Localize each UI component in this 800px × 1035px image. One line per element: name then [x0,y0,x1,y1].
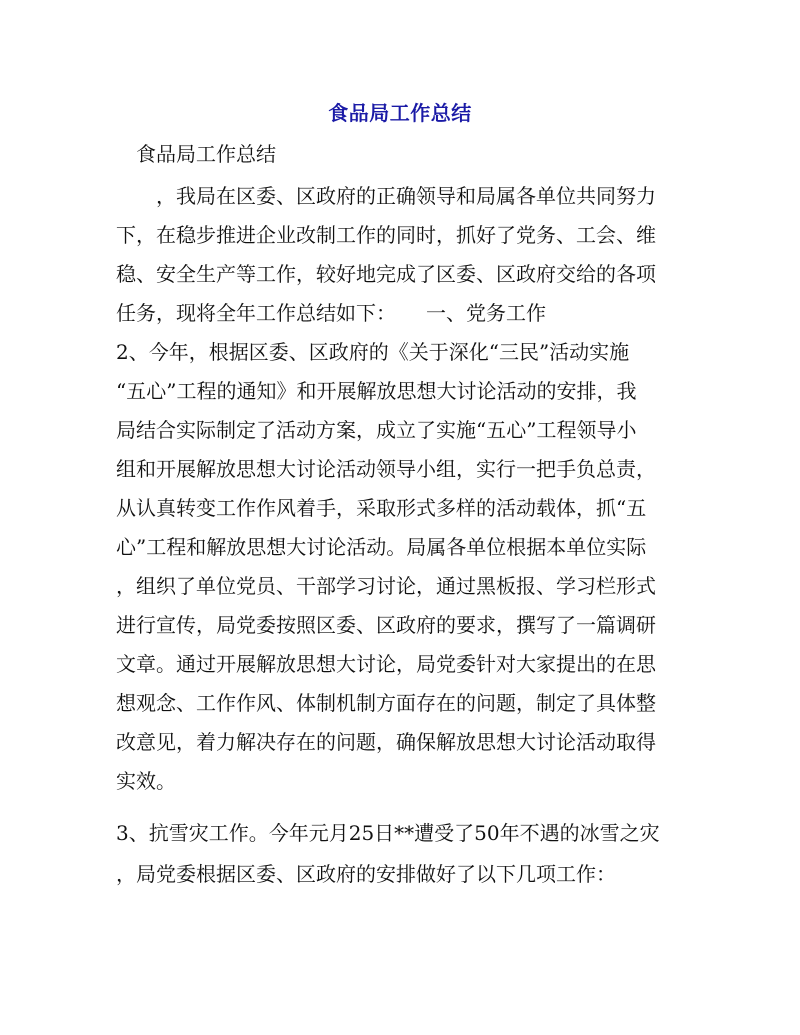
document-title: 食品局工作总结 [328,101,472,125]
text-line: 食品局工作总结 [116,142,276,166]
text-line: ，我局在区委、区政府的正确领导和局属各单位共同努力 [116,184,656,208]
text-line: ，局党委根据区委、区政府的安排做好了以下几项工作： [116,862,616,886]
text-line: 3、抗雪灾工作。今年元月25日**遭受了50年不遇的冰雪之灾 [116,821,660,845]
text-line: 想观念、工作作风、体制机制方面存在的问题，制定了具体整 [116,691,656,715]
text-line: 组和开展解放思想大讨论活动领导小组，实行一把手负总责， [116,457,656,481]
text-line: 心”工程和解放思想大讨论活动。局属各单位根据本单位实际 [116,535,647,559]
text-line: 局结合实际制定了活动方案，成立了实施“五心”工程领导小 [116,418,637,442]
text-line: ，组织了单位党员、干部学习讨论，通过黑板报、学习栏形式 [116,574,656,598]
text-line: 改意见，着力解决存在的问题，确保解放思想大讨论活动取得 [116,730,656,754]
text-line: 从认真转变工作作风着手，采取形式多样的活动载体，抓“五 [116,496,647,520]
text-line: 文章。通过开展解放思想大讨论，局党委针对大家提出的在思 [116,652,656,676]
text-line: “五心”工程的通知》和开展解放思想大讨论活动的安排，我 [116,379,637,403]
text-line: 下，在稳步推进企业改制工作的同时，抓好了党务、工会、维 [116,223,656,247]
text-line: 实效。 [116,769,176,793]
text-line: 2、今年，根据区委、区政府的《关于深化“三民”活动实施 [116,340,630,364]
text-line: 稳、安全生产等工作，较好地完成了区委、区政府交给的各项 [116,262,656,286]
text-line: 任务，现将全年工作总结如下： 一、党务工作 [116,301,546,325]
text-line: 进行宣传，局党委按照区委、区政府的要求，撰写了一篇调研 [116,613,656,637]
